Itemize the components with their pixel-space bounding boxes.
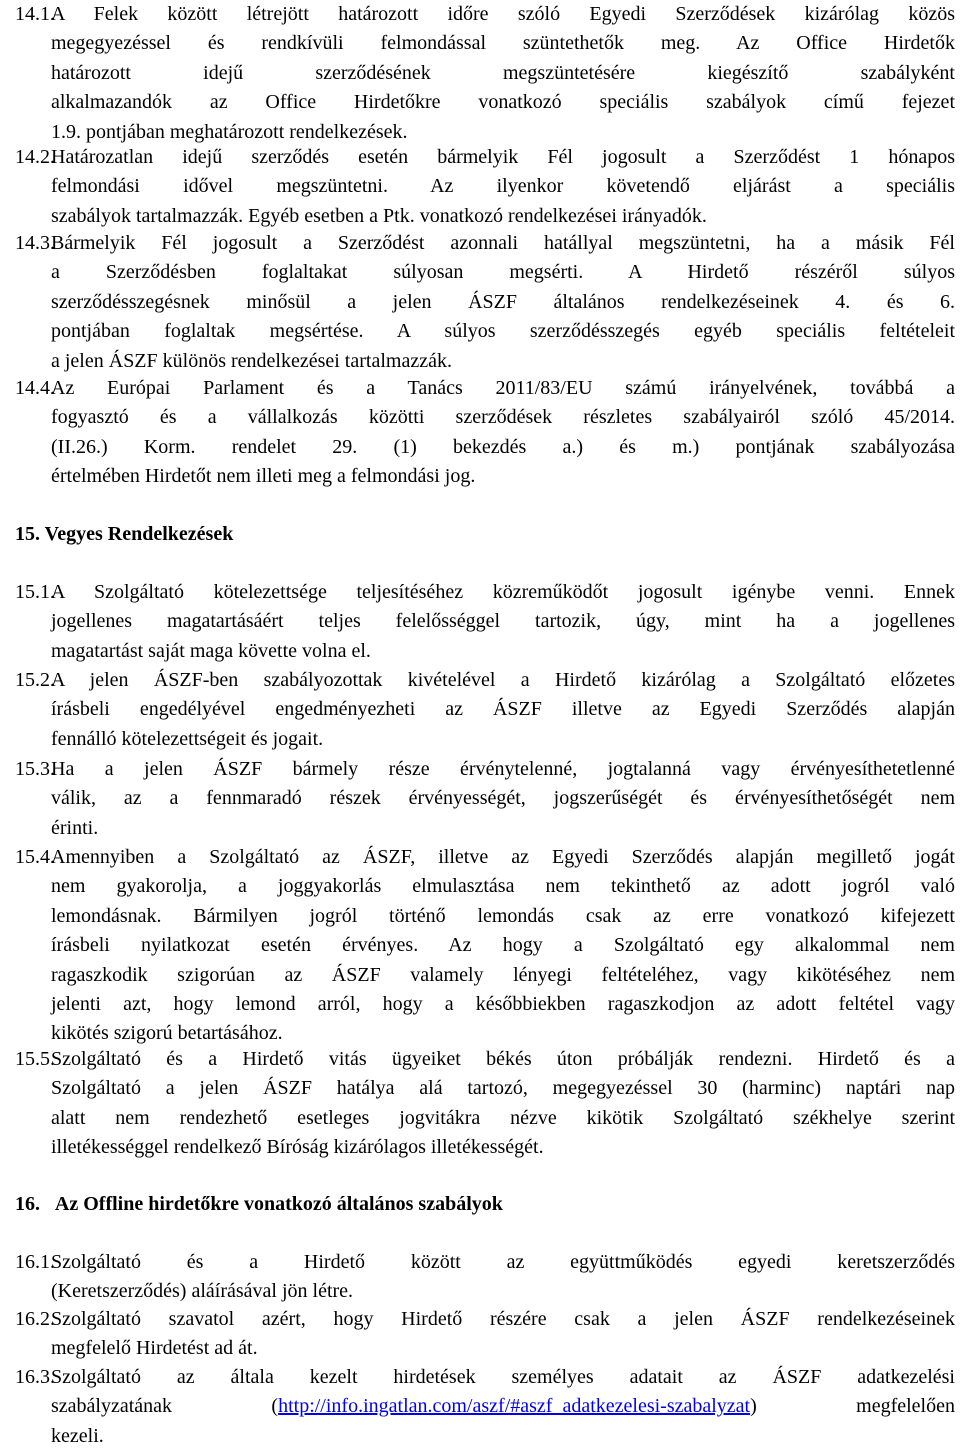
privacy-policy-link[interactable]: http://info.ingatlan.com/aszf/#aszf_adatkezelesi-szabalyzat — [278, 1395, 751, 1418]
clause-text — [51, 578, 955, 666]
clause-number: 16.1. — [15, 1251, 55, 1273]
text-line: felmondási idővel megszüntetni. Az ilyenkor követendő eljárást a speciális — [51, 175, 955, 198]
text-line: alkalmazandók az Office Hirdetőkre vonatkozó speciális szabályok című fejezet — [51, 91, 955, 114]
clause-text — [51, 229, 955, 376]
text-line: A jelen ÁSZF-ben szabályozottak kivételével a Hirdető kizárólag a Szolgáltató előzetes — [51, 669, 955, 691]
clause-number: 15.3. — [15, 758, 55, 780]
text-line: érinti. — [51, 816, 99, 839]
text-line: kezeli. — [51, 1424, 104, 1447]
text-line: Határozatlan idejű szerződés esetén bármelyik Fél jogosult a Szerződést 1 hónapos — [51, 146, 955, 168]
clause-number: 16.2. — [15, 1308, 55, 1330]
text-line: Szolgáltató az általa kezelt hirdetések személyes adatait az ÁSZF adatkezelési — [51, 1366, 955, 1388]
text-line: szabályok tartalmazzák. Egyéb esetben a Ptk. vonatkozó rendelkezései irányadók. — [51, 204, 707, 227]
text-line: határozott idejű szerződésének megszüntetésére kiegészítő szabályként — [51, 61, 955, 84]
text-line: írásbeli nyilatkozat esetén érvényes. Az hogy a Szolgáltató egy alkalommal nem — [51, 934, 955, 957]
text-line: (II.26.) Korm. rendelet 29. (1) bekezdés a.) és m.) pontjának szabályozása — [51, 435, 955, 458]
clause-number: 15.5. — [15, 1048, 55, 1070]
text-line: (Keretszerződés) aláírásával jön létre. — [51, 1280, 354, 1303]
text-line: Az Európai Parlament és a Tanács 2011/83/EU számú irányelvének, továbbá a — [51, 377, 955, 399]
text-line: ragaszkodik szigorúan az ÁSZF valamely lényegi feltételéhez, vagy kikötéséhez nem — [51, 963, 955, 986]
section-16-heading — [15, 1190, 503, 1219]
text-line: Amennyiben a Szolgáltató az ÁSZF, illetve az Egyedi Szerződés alapján megillető jogát — [51, 846, 955, 868]
text-line: Szolgáltató és a Hirdető között az együttműködés egyedi keretszerződés — [51, 1251, 955, 1273]
text-fragment: szabályzatának ( — [51, 1395, 279, 1418]
clause-text — [51, 374, 955, 492]
clause-number: 16.3. — [15, 1366, 55, 1388]
text-line: fennálló kötelezettségeit és jogait. — [51, 727, 324, 750]
text-line: 1.9. pontjában meghatározott rendelkezések. — [51, 120, 408, 143]
clause-text — [51, 666, 955, 754]
clause-number: 14.1. — [15, 3, 55, 25]
text-line: írásbeli engedélyével engedményezheti az ÁSZF illetve az Egyedi Szerződés alapján — [51, 698, 955, 721]
text-line: Szolgáltató és a Hirdető vitás ügyeiket békés úton próbálják rendezni. Hirdető és a — [51, 1048, 955, 1070]
heading-text: 15. Vegyes Rendelkezések — [15, 523, 234, 545]
text-line: értelmében Hirdetőt nem illeti meg a felmondási jog. — [51, 465, 476, 488]
clause-text — [51, 1045, 955, 1163]
text-fragment: ) megfelelően — [750, 1395, 955, 1418]
text-line: fogyasztó és a vállalkozás közötti szerződések részletes szabályairól szóló 45/2014. — [51, 406, 955, 429]
text-line: Szolgáltató a jelen ÁSZF hatálya alá tartozó, megegyezéssel 30 (harminc) naptári nap — [51, 1077, 955, 1100]
text-line: lemondásnak. Bármilyen jogról történő lemondás csak az erre vonatkozó kifejezett — [51, 904, 955, 927]
clause-number: 15.1. — [15, 581, 55, 603]
text-line: pontjában foglaltak megsértése. A súlyos szerződésszegés egyéb speciális feltételeit — [51, 320, 955, 343]
text-line: A Szolgáltató kötelezettsége teljesítéséhez közreműködőt jogosult igénybe venni. Ennek — [51, 581, 955, 603]
text-line: a jelen ÁSZF különös rendelkezései tartalmazzák. — [51, 349, 452, 372]
text-line: megegyezéssel és rendkívüli felmondással szüntethetők meg. Az Office Hirdetők — [51, 32, 955, 55]
text-line: Szolgáltató szavatol azért, hogy Hirdető részére csak a jelen ÁSZF rendelkezéseinek — [51, 1308, 955, 1330]
clause-text — [51, 1305, 955, 1364]
clause-text — [51, 1248, 955, 1307]
clause-number: 15.4. — [15, 846, 55, 868]
text-line: jelenti azt, hogy lemond arról, hogy a későbbiekben ragaszkodjon az adott feltétel vagy — [51, 993, 955, 1016]
text-line: A Felek között létrejött határozott időre szóló Egyedi Szerződések kizárólag közös — [51, 3, 955, 25]
clause-text — [51, 755, 955, 843]
text-line: Ha a jelen ÁSZF bármely része érvénytelenné, jogtalanná vagy érvényesíthetetlenné — [51, 758, 955, 780]
text-line: magatartást saját maga követte volna el. — [51, 639, 371, 662]
clause-number: 15.2. — [15, 669, 55, 691]
clause-text — [51, 1363, 955, 1451]
text-line: Bármelyik Fél jogosult a Szerződést azonnali hatállyal megszüntetni, ha a másik Fél — [51, 232, 955, 254]
clause-text — [51, 0, 955, 147]
text-line: alatt nem rendezhető esetleges jogvitákra nézve kikötik Szolgáltató székhelye szerint — [51, 1106, 955, 1129]
clause-number: 14.4. — [15, 377, 55, 399]
clause-number: 14.2. — [15, 146, 55, 168]
text-line: jogellenes magatartásáért teljes felelősséggel tartozik, úgy, mint ha a jogellenes — [51, 610, 955, 633]
text-line: illetékességgel rendelkező Bíróság kizárólagos illetékességét. — [51, 1136, 544, 1159]
text-line: szerződésszegésnek minősül a jelen ÁSZF általános rendelkezéseinek 4. és 6. — [51, 290, 955, 313]
clause-text — [51, 143, 955, 231]
text-line: nem gyakorolja, a joggyakorlás elmulasztása nem tekinthető az adott jogról való — [51, 875, 955, 898]
text-line: a Szerződésben foglaltakat súlyosan megsérti. A Hirdető részéről súlyos — [51, 261, 955, 284]
section-15-heading — [15, 520, 233, 549]
clause-number: 14.3. — [15, 232, 55, 254]
text-line: válik, az a fennmaradó részek érvényességét, jogszerűségét és érvényesíthetőségét nem — [51, 787, 955, 810]
text-line: megfelelő Hirdetést ad át. — [51, 1337, 258, 1360]
text-line — [51, 1392, 955, 1421]
text-line: kikötés szigorú betartásához. — [51, 1022, 283, 1045]
clause-text — [51, 843, 955, 1049]
heading-text: Az Offline hirdetőkre vonatkozó általános szabályok — [54, 1193, 503, 1215]
heading-number: 16. — [15, 1193, 40, 1215]
